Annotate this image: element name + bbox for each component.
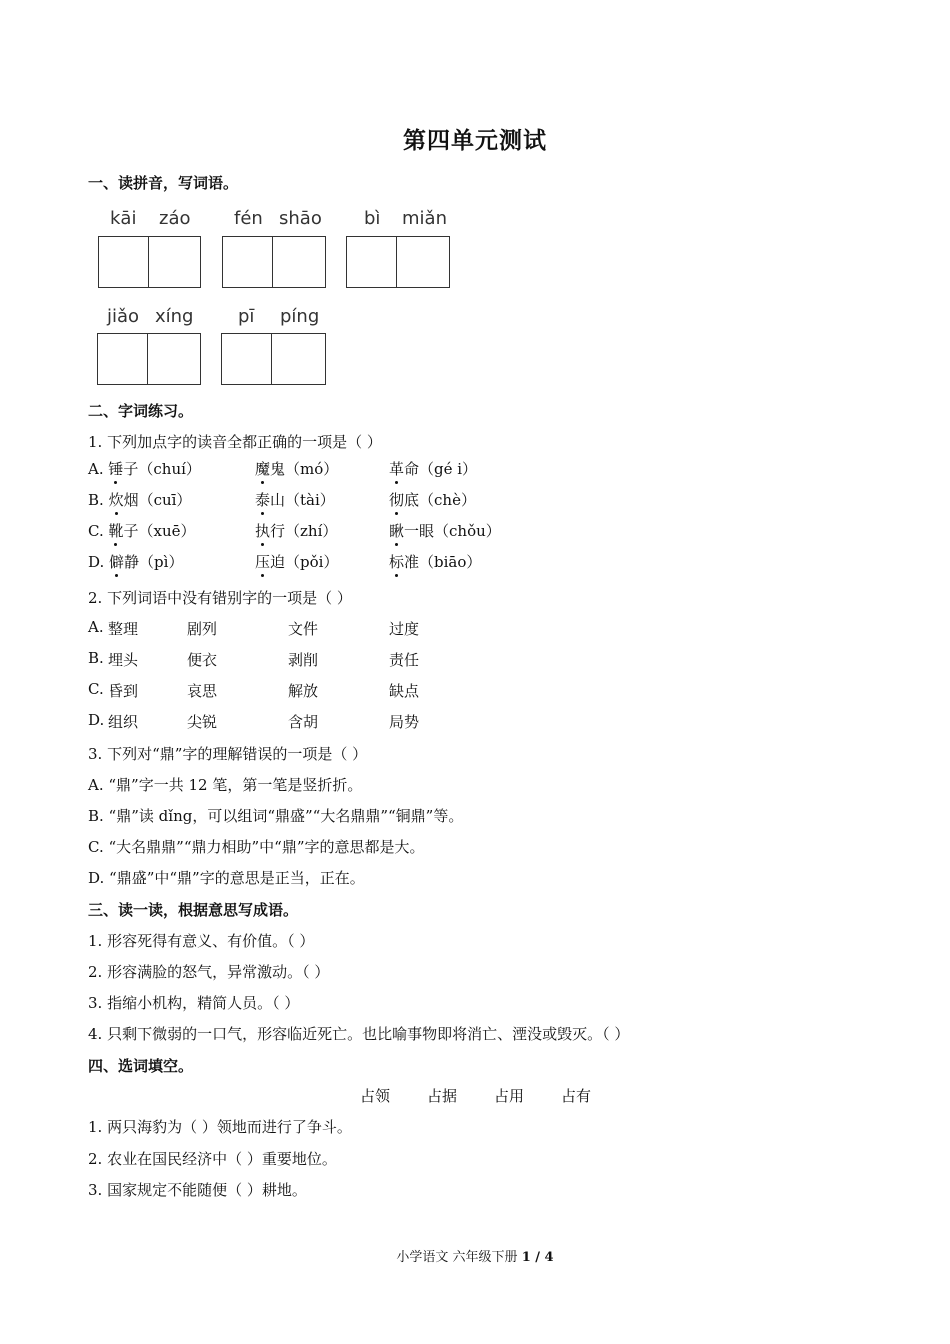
- word: 解放: [288, 682, 319, 700]
- page-footer: 小学语文 六年级下册 1 / 4: [396, 1250, 554, 1265]
- pinyin-label: bì: [364, 208, 381, 229]
- section-3-heading: 三、读一读，根据意思写成语。: [88, 901, 299, 919]
- word: 过度: [389, 620, 420, 638]
- option-label: C.: [88, 680, 104, 698]
- word: 责任: [389, 651, 420, 669]
- word-choice: 占据: [427, 1087, 458, 1105]
- idiom-item: 2. 形容满脸的怒气，异常激动。（ ）: [88, 963, 330, 981]
- dotted-char: 革: [389, 460, 405, 478]
- word: 整理: [108, 620, 139, 638]
- option-label: B.: [88, 649, 104, 667]
- option-line: A. “鼎”字一共 12 笔，第一笔是竖折折。: [88, 776, 363, 794]
- dotted-char: 僻: [109, 553, 125, 571]
- option-line: D. “鼎盛”中“鼎”字的意思是正当，正在。: [88, 869, 365, 887]
- question-stem: 3. 下列对“鼎”字的理解错误的一项是（ ）: [88, 745, 368, 763]
- option-row: B. 炊烟（cuī）: [88, 491, 192, 509]
- section-4-heading: 四、选词填空。: [88, 1057, 194, 1075]
- option-item: 标准（biāo）: [389, 553, 482, 571]
- option-label: D.: [88, 711, 105, 729]
- word: 哀思: [187, 682, 218, 700]
- dotted-char: 锤: [108, 460, 124, 478]
- writing-box[interactable]: [97, 333, 148, 385]
- dotted-char: 炊: [108, 491, 124, 509]
- fill-item: 3. 国家规定不能随便（ ）耕地。: [88, 1181, 307, 1199]
- fill-item: 1. 两只海豹为（ ）领地而进行了争斗。: [88, 1118, 352, 1136]
- pinyin-label: záo: [159, 208, 191, 229]
- dotted-char: 瞅: [389, 522, 405, 540]
- pinyin-label: miǎn: [402, 208, 447, 229]
- word: 组织: [108, 713, 139, 731]
- option-item: 压迫（pǒi）: [255, 553, 339, 571]
- page-title: 第四单元测试: [403, 128, 547, 154]
- fill-item: 2. 农业在国民经济中（ ）重要地位。: [88, 1150, 337, 1168]
- dotted-char: 压: [255, 553, 271, 571]
- word-choice: 占有: [561, 1087, 592, 1105]
- pinyin-label: píng: [280, 306, 320, 327]
- word-choice: 占用: [494, 1087, 525, 1105]
- pinyin-label: shāo: [279, 208, 322, 229]
- question-stem: 1. 下列加点字的读音全都正确的一项是（ ）: [88, 433, 382, 451]
- word: 便衣: [187, 651, 218, 669]
- word: 缺点: [389, 682, 420, 700]
- idiom-item: 1. 形容死得有意义、有价值。（ ）: [88, 932, 315, 950]
- pinyin-label: kāi: [110, 208, 137, 229]
- page-number: 1 / 4: [521, 1250, 554, 1265]
- word: 局势: [389, 713, 420, 731]
- idiom-item: 4. 只剩下微弱的一口气，形容临近死亡。也比喻事物即将消亡、湮没或毁灭。（ ）: [88, 1025, 630, 1043]
- pinyin-label: jiǎo: [107, 306, 140, 327]
- dotted-char: 靴: [108, 522, 124, 540]
- word: 剥削: [288, 651, 319, 669]
- word: 埋头: [108, 651, 139, 669]
- option-item: 魔鬼（mó）: [255, 460, 339, 478]
- word: 文件: [288, 620, 319, 638]
- section-2-heading: 二、字词练习。: [88, 402, 194, 420]
- section-1-heading: 一、读拼音，写词语。: [88, 174, 239, 192]
- pinyin-label: xíng: [155, 306, 194, 327]
- option-item: 瞅一眼（chǒu）: [389, 522, 501, 540]
- option-row: C. 靴子（xuē）: [88, 522, 196, 540]
- dotted-char: 泰: [255, 491, 271, 509]
- word: 含胡: [288, 713, 319, 731]
- writing-box[interactable]: [222, 236, 273, 288]
- option-item: 执行（zhí）: [255, 522, 338, 540]
- option-row: D. 僻静（pì）: [88, 553, 184, 571]
- word: 剧列: [187, 620, 218, 638]
- writing-box[interactable]: [273, 236, 326, 288]
- writing-box[interactable]: [221, 333, 272, 385]
- option-line: C. “大名鼎鼎”“鼎力相助”中“鼎”字的意思都是大。: [88, 838, 425, 856]
- writing-box[interactable]: [98, 236, 149, 288]
- word: 尖锐: [187, 713, 218, 731]
- word-choice: 占领: [360, 1087, 391, 1105]
- option-item: 革命（gé i）: [389, 460, 478, 478]
- pinyin-label: fén: [234, 208, 263, 229]
- idiom-item: 3. 指缩小机构，精简人员。（ ）: [88, 994, 300, 1012]
- dotted-char: 标: [389, 553, 405, 571]
- word: 昏到: [108, 682, 139, 700]
- option-item: 泰山（tài）: [255, 491, 335, 509]
- writing-box[interactable]: [149, 236, 201, 288]
- writing-box[interactable]: [397, 236, 450, 288]
- question-stem: 2. 下列词语中没有错别字的一项是（ ）: [88, 589, 352, 607]
- dotted-char: 执: [255, 522, 271, 540]
- option-line: B. “鼎”读 dǐng，可以组词“鼎盛”“大名鼎鼎”“铜鼎”等。: [88, 807, 464, 825]
- dotted-char: 彻: [389, 491, 405, 509]
- option-row: A. 锤子（chuí）: [88, 460, 201, 478]
- dotted-char: 魔: [255, 460, 271, 478]
- option-item: 彻底（chè）: [389, 491, 476, 509]
- writing-box[interactable]: [148, 333, 201, 385]
- pinyin-label: pī: [238, 306, 255, 327]
- option-label: A.: [88, 618, 104, 636]
- writing-box[interactable]: [346, 236, 397, 288]
- writing-box[interactable]: [272, 333, 326, 385]
